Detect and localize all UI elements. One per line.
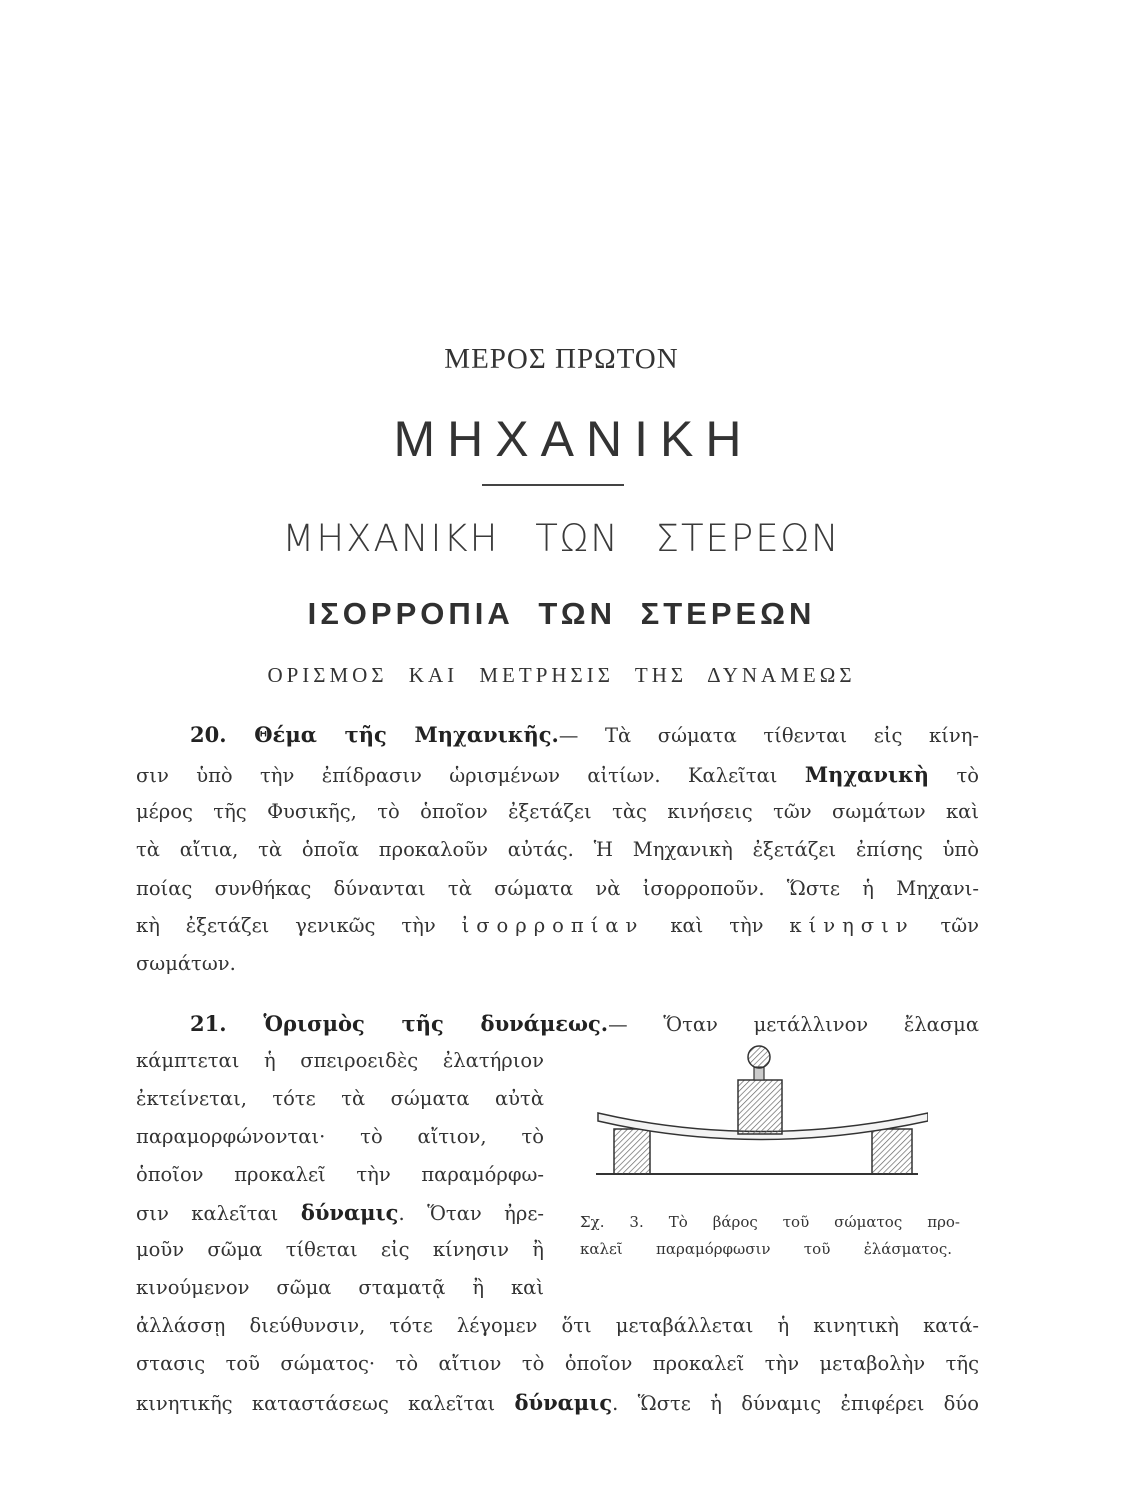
weight-neck bbox=[754, 1067, 764, 1080]
para21-text: — Ὅταν μετάλλινον ἔλασμα bbox=[608, 1013, 980, 1036]
para20-text: κὴ ἐξετάζει γενικῶς τὴν bbox=[136, 914, 436, 937]
para20-line-4: τὰ αἴτια, τὰ ὁποῖα προκαλοῦν αὐτάς. Ἡ Μηχανικὴ ἐξετάζει ἐπίσης ὑπὸ bbox=[136, 838, 979, 861]
para21-line-4: παραμορφώνονται· τὸ αἴτιον, τὸ bbox=[136, 1125, 544, 1148]
para21-line-10: στασις τοῦ σώματος· τὸ αἴτιον τὸ ὁποῖον προκαλεῖ τὴν μεταβολὴν τῆς bbox=[136, 1352, 979, 1375]
para20-line-7: σωμάτων. bbox=[136, 952, 236, 975]
para21-line-6 bbox=[136, 1200, 544, 1225]
para20-line-3: μέρος τῆς Φυσικῆς, τὸ ὁποῖον ἐξετάζει τὰς κινήσεις τῶν σωμάτων καὶ bbox=[136, 800, 979, 823]
para20-text: σιν ὑπὸ τὴν ἐπίδρασιν ὡρισμένων αἰτίων. Καλεῖται bbox=[136, 764, 778, 787]
right-support bbox=[872, 1129, 912, 1174]
para20-line-5: ποίας συνθήκας δύνανται τὰ σώματα νὰ ἰσορροποῦν. Ὥστε ἡ Μηχανι- bbox=[136, 877, 979, 900]
term-equilibrium: ἰσορροπίαν bbox=[461, 914, 645, 937]
para21-line-2: κάμπτεται ἡ σπειροειδὲς ἐλατήριον bbox=[136, 1049, 544, 1072]
figure-caption-line-2: καλεῖ παραμόρφωσιν τοῦ ἐλάσματος. bbox=[580, 1240, 952, 1258]
para20-heading: 20. Θέμα τῆς Μηχανικῆς. bbox=[190, 722, 559, 747]
subtitle: ΜΗΧΑΝΙΚΗ ΤΩΝ ΣΤΕΡΕΩΝ bbox=[282, 517, 841, 560]
para21-text: . Ὅταν ἠρε- bbox=[398, 1202, 545, 1225]
para21-heading: 21. Ὁρισμὸς τῆς δυνάμεως. bbox=[190, 1011, 609, 1036]
para20-text: τὸ bbox=[956, 764, 979, 787]
para21-text: σιν καλεῖται bbox=[136, 1202, 279, 1225]
para21-line-3: ἐκτείνεται, τότε τὰ σώματα αὐτὰ bbox=[136, 1087, 544, 1110]
part-title: ΜΕΡΟΣ ΠΡΩΤΟΝ bbox=[444, 343, 679, 375]
para21-text: κινητικῆς καταστάσεως καλεῖται bbox=[136, 1392, 496, 1415]
para20-text: — Τὰ σώματα τίθενται εἰς κίνη- bbox=[558, 724, 979, 747]
para20-line-6 bbox=[136, 914, 979, 937]
term-mechanics: Μηχανικὴ bbox=[804, 762, 930, 787]
left-support bbox=[614, 1129, 650, 1174]
figure-caption-line-1: Σχ. 3. Τὸ βάρος τοῦ σώματος προ- bbox=[580, 1213, 960, 1231]
para21-line-5: ὁποῖον προκαλεῖ τὴν παραμόρφω- bbox=[136, 1163, 544, 1186]
main-title: ΜΗΧΑΝΙΚΗ bbox=[393, 411, 754, 467]
para20-text: καὶ τὴν bbox=[670, 914, 764, 937]
term-force: δύναμις bbox=[300, 1200, 399, 1225]
para21-line-8: κινούμενον σῶμα σταματᾷ ἢ καὶ bbox=[136, 1276, 544, 1299]
para20-line-1 bbox=[190, 722, 979, 747]
para21-text: . Ὥστε ἡ δύναμις ἐπιφέρει δύο bbox=[612, 1392, 980, 1415]
figure-bent-plate bbox=[588, 1038, 928, 1188]
term-motion: κίνησιν bbox=[789, 914, 915, 937]
chapter-title: ΟΡΙΣΜΟΣ ΚΑΙ ΜΕΤΡΗΣΙΣ ΤΗΣ ΔΥΝΑΜΕΩΣ bbox=[267, 663, 856, 687]
para21-line-1 bbox=[190, 1011, 979, 1036]
term-force: δύναμις bbox=[514, 1390, 613, 1415]
para21-line-11 bbox=[136, 1390, 979, 1415]
weight-knob bbox=[748, 1046, 770, 1068]
para20-line-2 bbox=[136, 762, 979, 787]
para21-line-9: ἀλλάσσῃ διεύθυνσιν, τότε λέγομεν ὅτι μεταβάλλεται ἡ κινητικὴ κατά- bbox=[136, 1314, 979, 1337]
weight-block bbox=[738, 1080, 782, 1134]
para20-text: τῶν bbox=[940, 914, 980, 937]
title-divider bbox=[482, 484, 624, 486]
section-title: ΙΣΟΡΡΟΠΙΑ ΤΩΝ ΣΤΕΡΕΩΝ bbox=[307, 596, 816, 631]
para21-line-7: μοῦν σῶμα τίθεται εἰς κίνησιν ἢ bbox=[136, 1238, 544, 1261]
